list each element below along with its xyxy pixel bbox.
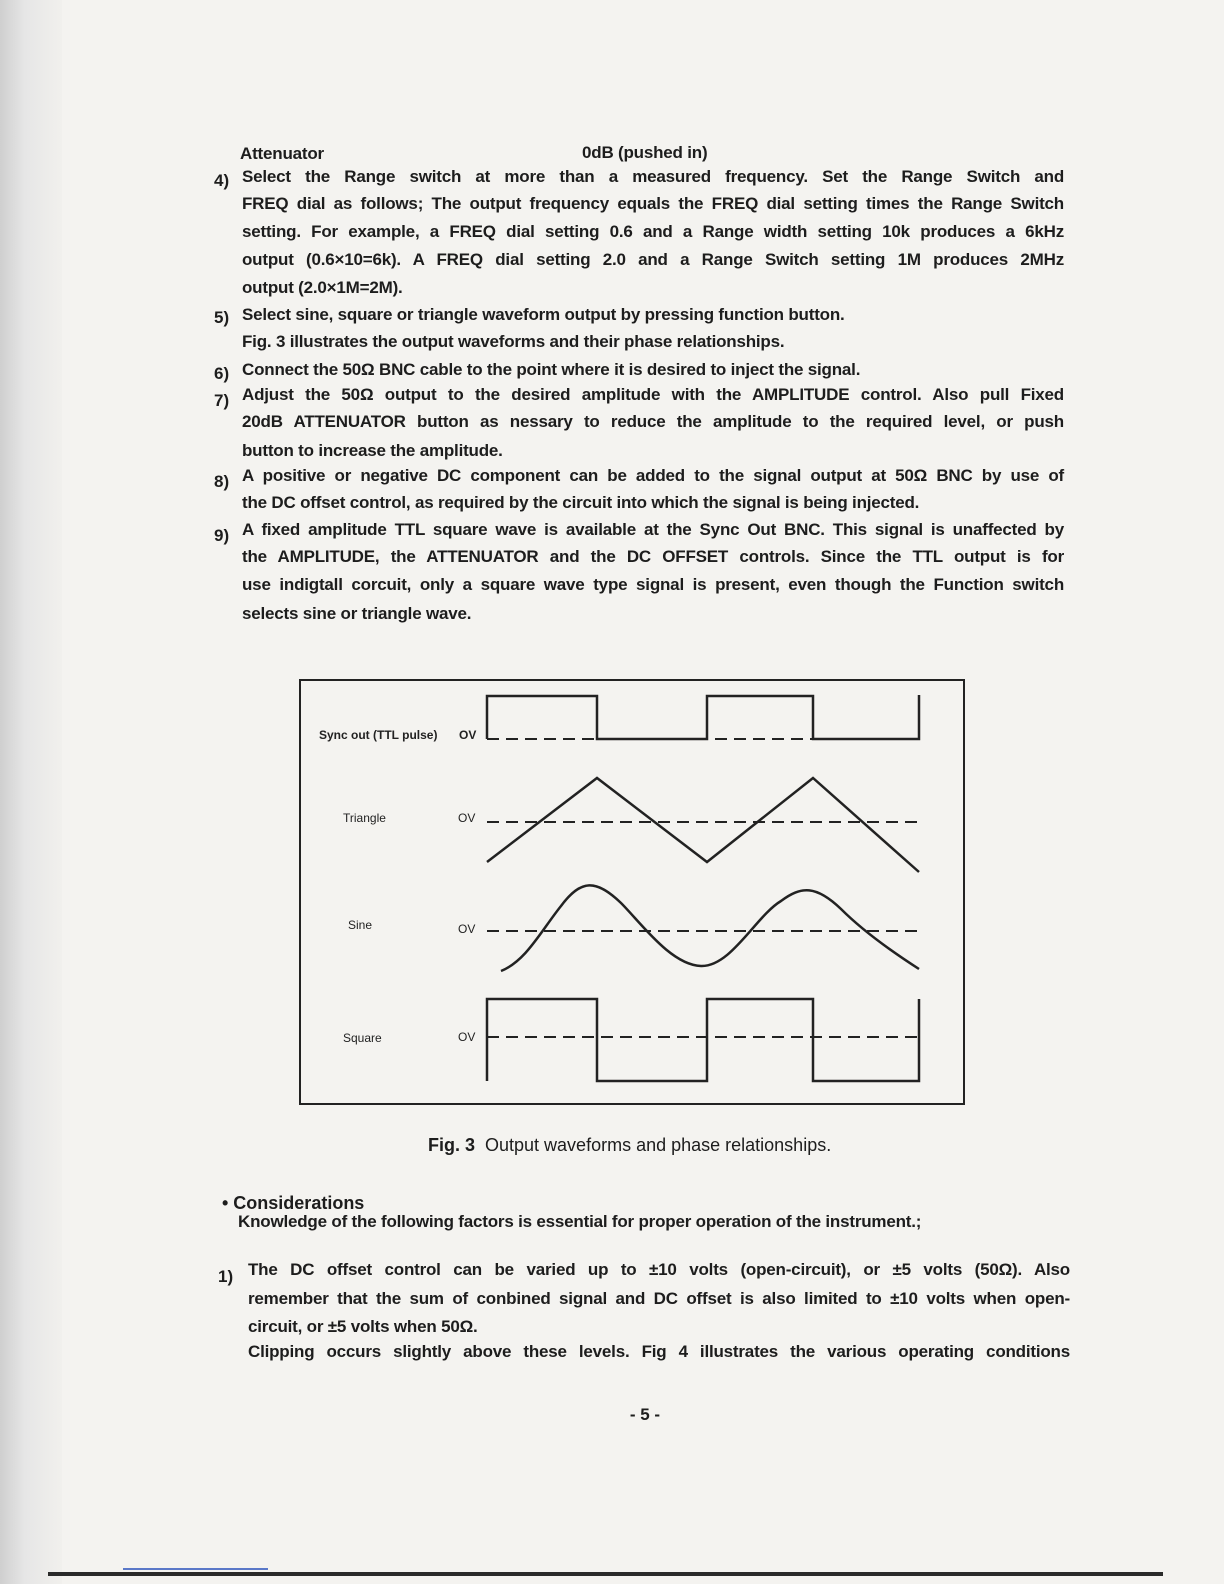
- sine-label: Sine: [348, 918, 373, 932]
- step-text-line: Connect the 50Ω BNC cable to the point where it is desired to inject the signal.: [242, 360, 861, 379]
- step-text-line: Adjust the 50Ω output to the desired amplitude with the AMPLITUDE control. Also pull Fixed: [242, 385, 1064, 404]
- step-text-line: Fig. 3 illustrates the output waveforms and their phase relationships.: [242, 332, 785, 351]
- step-text-line: setting. For example, a FREQ dial setting 0.6 and a Range width setting 10k produces a 6kHz: [242, 222, 1064, 241]
- step-text-line: button to increase the amplitude.: [242, 441, 503, 460]
- figure-3-waveforms: [299, 679, 965, 1105]
- step-number: 7): [214, 391, 230, 410]
- step-text-line: the AMPLITUDE, the ATTENUATOR and the DC OFFSET controls. Since the TTL output is for: [242, 547, 1064, 566]
- step-number: 8): [214, 472, 230, 491]
- triangle-label: Triangle: [343, 811, 386, 825]
- triangle-zero-label: OV: [458, 811, 476, 825]
- step-text-line: use indigtall corcuit, only a square wave type signal is present, even though the Function switch: [242, 575, 1064, 594]
- step-text-line: Select the Range switch at more than a measured frequency. Set the Range Switch and: [242, 167, 1064, 186]
- step-number: 6): [214, 364, 230, 383]
- step-number: 9): [214, 526, 230, 545]
- figure-caption-prefix: Fig. 3: [428, 1135, 476, 1155]
- step-text-line: the DC offset control, as required by the circuit into which the signal is being injected.: [242, 493, 920, 512]
- figure-caption-text: Output waveforms and phase relationships.: [485, 1135, 832, 1155]
- square-waveform: [487, 999, 919, 1081]
- figure-caption: [428, 1135, 831, 1156]
- waveform-diagram: [301, 681, 962, 1102]
- page-number: - 5 -: [629, 1405, 661, 1424]
- consideration-text-line: Clipping occurs slightly above these levels. Fig 4 illustrates the various operating conditions: [248, 1342, 1070, 1361]
- consideration-number: 1): [218, 1267, 234, 1286]
- step-text-line: output (2.0×1M=2M).: [242, 278, 403, 297]
- attenuator-value: 0dB (pushed in): [582, 143, 708, 162]
- consideration-text-line: remember that the sum of conbined signal and DC offset is also limited to ±10 volts when open-: [248, 1289, 1070, 1308]
- consideration-text-line: The DC offset control can be varied up to ±10 volts (open-circuit), or ±5 volts (50Ω). Also: [248, 1260, 1070, 1279]
- step-text-line: selects sine or triangle wave.: [242, 604, 472, 623]
- attenuator-label: Attenuator: [240, 144, 324, 163]
- step-text-line: 20dB ATTENUATOR button as nessary to reduce the amplitude to the required level, or push: [242, 412, 1064, 431]
- sine-waveform: [501, 885, 919, 971]
- step-text-line: Select sine, square or triangle waveform output by pressing function button.: [242, 305, 845, 324]
- considerations-intro: Knowledge of the following factors is essential for proper operation of the instrument.;: [238, 1212, 922, 1231]
- step-number: 5): [214, 308, 230, 327]
- square-label: Square: [343, 1031, 382, 1045]
- triangle-waveform: [487, 778, 919, 872]
- sync-zero-label: OV: [459, 728, 477, 742]
- step-text-line: output (0.6×10=6k). A FREQ dial setting 2.0 and a Range Switch setting 1M produces 2MHz: [242, 250, 1064, 269]
- step-text-line: FREQ dial as follows; The output frequency equals the FREQ dial setting times the Range Switch: [242, 194, 1064, 213]
- sine-zero-label: OV: [458, 922, 476, 936]
- step-number: 4): [214, 171, 230, 190]
- consideration-text-line: circuit, or ±5 volts when 50Ω.: [248, 1317, 478, 1336]
- square-zero-label: OV: [458, 1030, 476, 1044]
- step-text-line: A fixed amplitude TTL square wave is available at the Sync Out BNC. This signal is unaffected by: [242, 520, 1064, 539]
- considerations-heading: • Considerations: [222, 1193, 365, 1213]
- step-text-line: A positive or negative DC component can be added to the signal output at 50Ω BNC by use of: [242, 466, 1064, 485]
- sync-label: Sync out (TTL pulse): [319, 728, 438, 742]
- sync-waveform: [487, 695, 919, 739]
